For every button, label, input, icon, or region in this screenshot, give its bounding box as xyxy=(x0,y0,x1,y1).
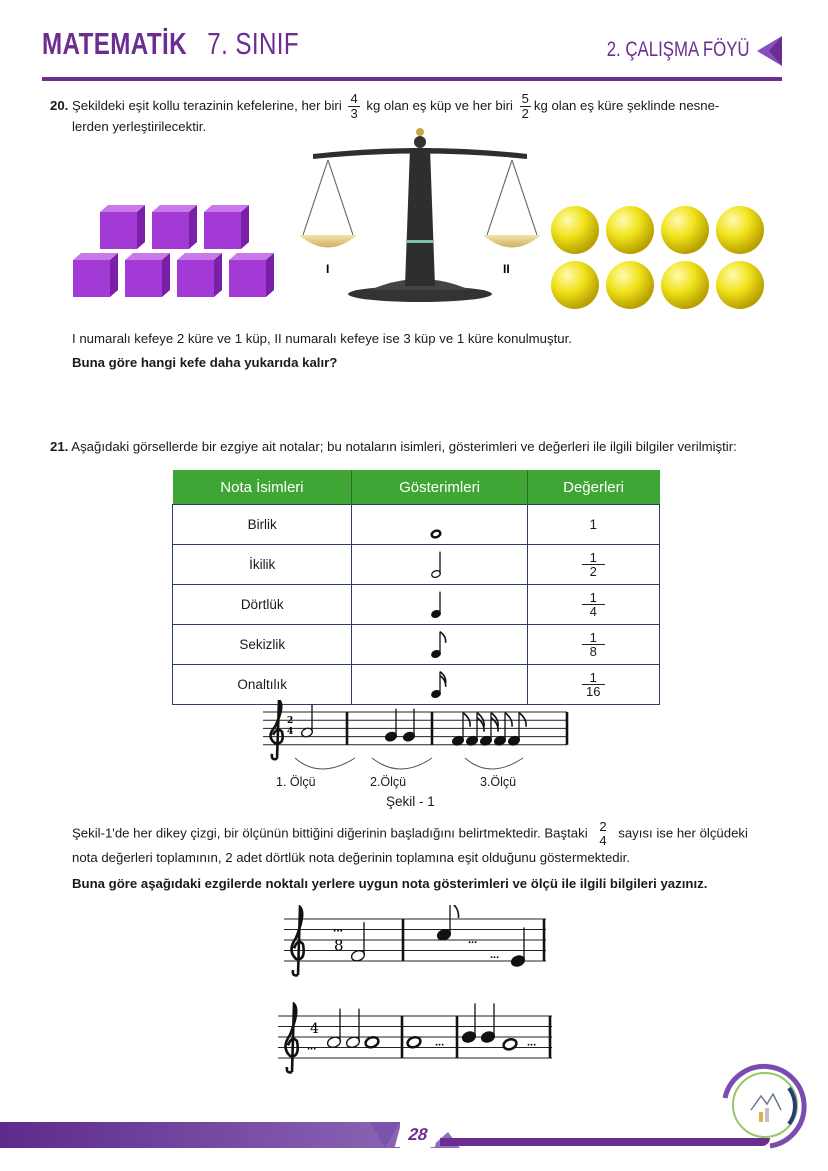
blank-4: ... xyxy=(527,1036,537,1049)
measure-label-1: 1. Ölçü xyxy=(276,775,316,789)
balance-scale-illustration xyxy=(295,118,545,306)
note-value xyxy=(527,585,659,625)
fraction-4-3 xyxy=(348,92,359,121)
note-value xyxy=(527,625,659,665)
half-note-icon xyxy=(424,546,454,580)
q20-question: Buna göre hangi kefe daha yukarıda kalır? xyxy=(72,355,338,370)
note-symbol-cell xyxy=(352,665,527,705)
q20-info: I numaralı kefeye 2 küre ve 1 küp, II numaralı kefeye ise 3 küp ve 1 küre konulmuştur. xyxy=(72,331,572,346)
value-den: 2 xyxy=(589,563,597,579)
time-sig-top: 4 xyxy=(310,1020,319,1037)
treble-clef-icon xyxy=(271,700,283,759)
whole-note-icon xyxy=(424,506,454,540)
page-number: 28 xyxy=(395,1123,441,1147)
measure-label-3: 3.Ölçü xyxy=(480,775,517,789)
value-num: 1 xyxy=(582,591,605,605)
table-row xyxy=(173,585,660,625)
time-sig-bottom-blank: ... xyxy=(307,1040,317,1053)
sphere xyxy=(606,261,654,309)
quarter-note-icon xyxy=(424,586,454,620)
sphere xyxy=(551,206,599,254)
value-num: 1 xyxy=(582,551,605,565)
sphere xyxy=(661,206,709,254)
pan-label-1: I xyxy=(326,262,330,276)
value-den: 16 xyxy=(586,683,601,699)
note-name: İkilik xyxy=(173,545,352,585)
cube xyxy=(100,205,145,249)
col-header-values: Değerleri xyxy=(527,470,659,505)
cube xyxy=(125,253,170,297)
figure-caption: Şekil - 1 xyxy=(386,794,435,809)
note-symbol-cell xyxy=(352,505,527,545)
cube xyxy=(229,253,274,297)
odm-logo xyxy=(715,1058,815,1153)
time-sig-top: 2 xyxy=(287,716,294,726)
fraction-5-2 xyxy=(520,92,531,121)
exercise-2-staff xyxy=(272,1002,557,1077)
cube xyxy=(73,253,118,297)
sphere xyxy=(716,206,764,254)
para1-b: sayısı ise her ölçüdeki xyxy=(618,825,748,841)
table-row xyxy=(173,545,660,585)
header-divider xyxy=(42,77,782,81)
frac-den: 2 xyxy=(521,106,529,121)
value-num: 1 xyxy=(582,671,605,685)
frac-num: 5 xyxy=(521,91,529,106)
grade-label: 7. SINIF xyxy=(207,26,300,61)
col-header-symbols: Gösterimleri xyxy=(352,470,527,505)
sphere xyxy=(606,206,654,254)
note-value xyxy=(527,545,659,585)
value-fraction xyxy=(582,591,605,618)
value-fraction xyxy=(582,551,605,578)
time-sig-bottom: 4 xyxy=(287,727,294,737)
q20-text-line2: lerden yerleştirilecektir. xyxy=(72,119,207,134)
q21-intro-text: Aşağıdaki görsellerde bir ezgiye ait notalar; bu notaların isimleri, gösterimleri ve değerleri ile ilgili bilgiler verilmiştir: xyxy=(71,439,737,454)
q21-intro xyxy=(50,436,737,458)
value-num: 1 xyxy=(582,631,605,645)
note-symbol-cell xyxy=(352,585,527,625)
sphere xyxy=(551,261,599,309)
blank-1: ... xyxy=(468,934,478,947)
frac-den: 4 xyxy=(599,833,607,848)
time-sig-bottom: 8 xyxy=(334,936,344,955)
sphere xyxy=(716,261,764,309)
pan-label-2: II xyxy=(503,262,510,276)
note-name: Birlik xyxy=(173,505,352,545)
note-name: Dörtlük xyxy=(173,585,352,625)
exercise-1-staff xyxy=(278,905,553,985)
time-sig-top-blank: ... xyxy=(333,920,344,935)
cube xyxy=(152,205,197,249)
value-den: 8 xyxy=(589,643,597,659)
para1-a: Şekil-1'de her dikey çizgi, bir ölçünün bittiğini diğerinin başladığını belirtmektedir. Baştaki xyxy=(72,825,588,841)
col-header-names: Nota İsimleri xyxy=(173,470,352,505)
q21-question: Buna göre aşağıdaki ezgilerde noktalı yerlere uygun nota gösterimleri ve ölçü ile ilgili bilgileri yazınız. xyxy=(72,876,708,891)
table-row xyxy=(173,665,660,705)
note-symbol-cell xyxy=(352,545,527,585)
worksheet-label: 2. ÇALIŞMA FÖYÜ xyxy=(607,38,750,61)
q20-number: 20. xyxy=(50,97,69,113)
value-num: 1 xyxy=(589,517,598,532)
note-table xyxy=(172,470,660,705)
table-header-row xyxy=(173,470,660,505)
value-fraction xyxy=(582,631,605,658)
cube xyxy=(204,205,249,249)
value-fraction xyxy=(582,671,605,698)
q21-para1 xyxy=(72,820,748,848)
q20-text-c: kg olan eş küre şeklinde nesne- xyxy=(533,97,720,113)
note-name: Onaltılık xyxy=(173,665,352,705)
page-title xyxy=(42,26,299,62)
fraction-2-4 xyxy=(597,820,608,848)
footer-band xyxy=(0,1122,400,1148)
note-symbol-cell xyxy=(352,625,527,665)
table-row xyxy=(173,505,660,545)
blank-3: ... xyxy=(435,1036,445,1049)
frac-num: 2 xyxy=(599,819,607,834)
q20-text-a: Şekildeki eşit kollu terazinin kefelerine, her biri xyxy=(72,97,342,113)
eighth-note-icon xyxy=(424,626,454,660)
q21-para2: nota değerleri toplamının, 2 adet dörtlük nota değerinin toplamına eşit olduğunu göstermektedir. xyxy=(72,850,630,865)
q21-number: 21. xyxy=(50,439,69,454)
arrow-left-icon xyxy=(755,35,783,67)
note-value xyxy=(527,505,659,545)
treble-clef-icon xyxy=(286,1004,298,1072)
note-value xyxy=(527,665,659,705)
table-row xyxy=(173,625,660,665)
spheres-illustration xyxy=(548,203,768,313)
subject-title: MATEMATİK xyxy=(42,26,187,61)
q20-text-b: kg olan eş küp ve her biri xyxy=(366,97,513,113)
blank-2: ... xyxy=(490,948,500,961)
figure-1-staff xyxy=(255,700,575,770)
sphere xyxy=(661,261,709,309)
cubes-illustration xyxy=(70,200,280,300)
sixteenth-note-icon xyxy=(424,666,454,700)
note-name: Sekizlik xyxy=(173,625,352,665)
treble-clef-icon xyxy=(292,907,304,975)
cube xyxy=(177,253,222,297)
measure-label-2: 2.Ölçü xyxy=(370,775,407,789)
frac-den: 3 xyxy=(350,106,358,121)
value-den: 4 xyxy=(589,603,597,619)
frac-num: 4 xyxy=(350,91,358,106)
